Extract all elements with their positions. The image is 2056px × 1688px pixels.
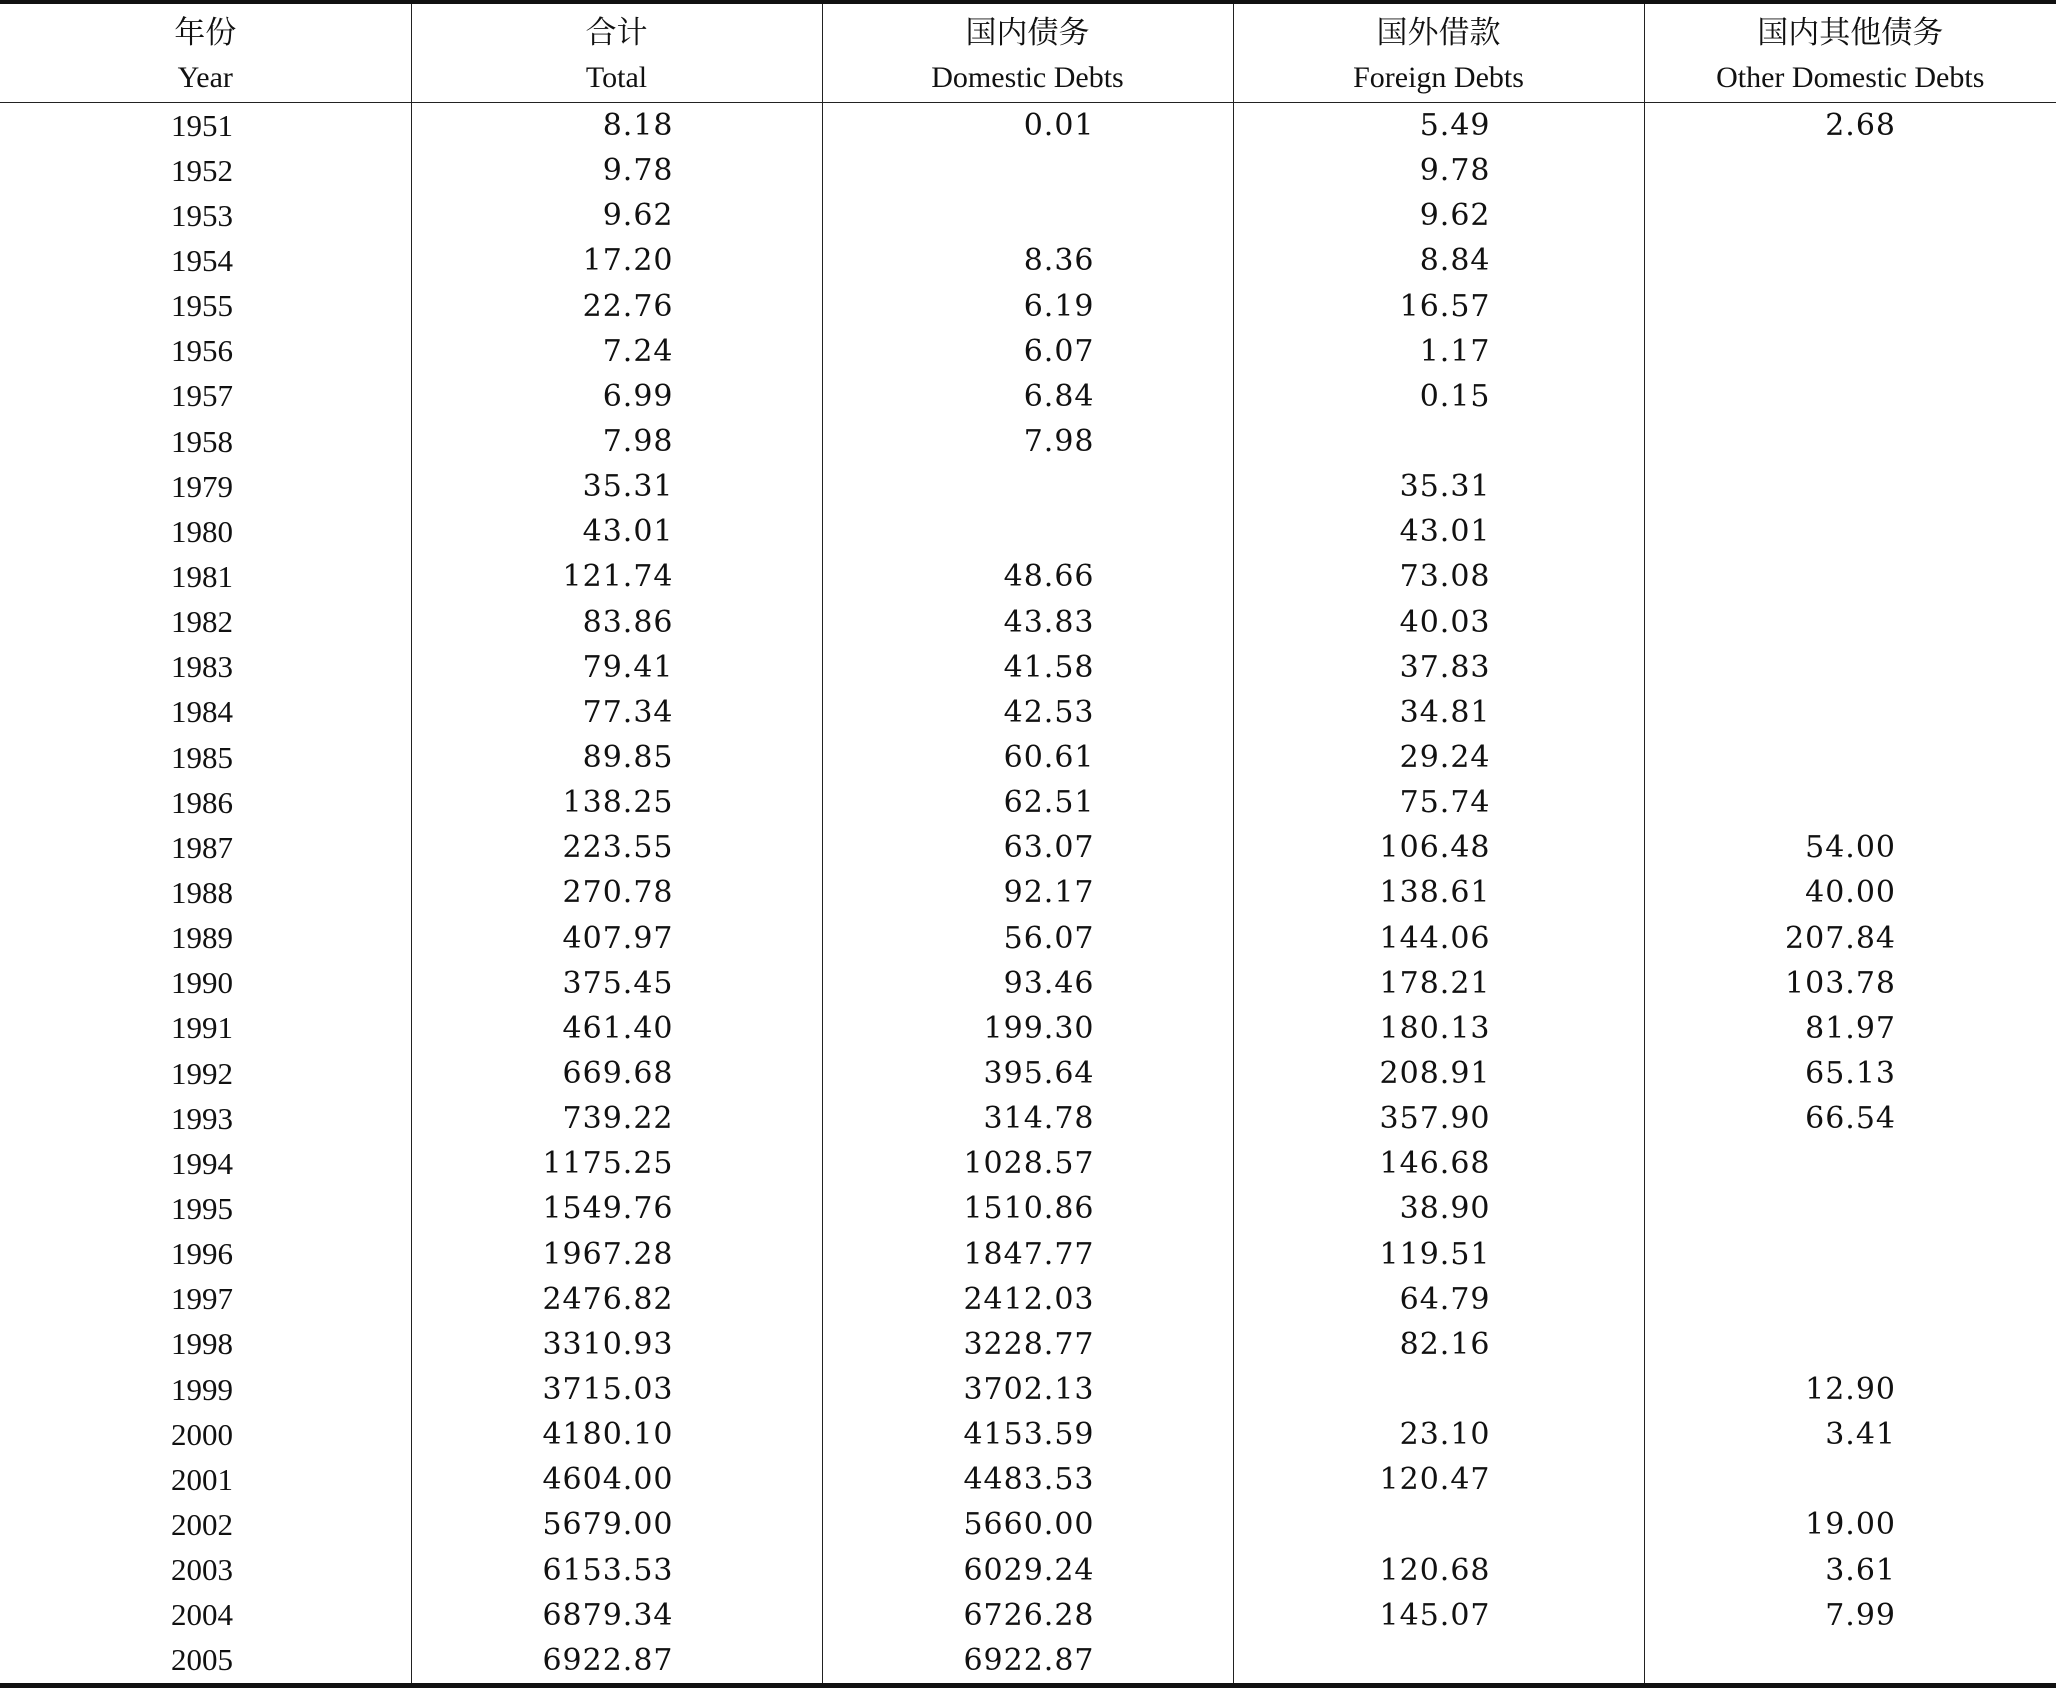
cell-year: 1998 xyxy=(171,1326,233,1362)
cell-other: 207.84 xyxy=(1644,916,2056,961)
cell-year: 1957 xyxy=(171,378,233,414)
cell-foreign: 5.49 xyxy=(1233,103,1644,149)
cell-domestic: 6.84 xyxy=(822,374,1233,419)
cell-total: 35.31 xyxy=(411,464,822,509)
cell-year: 1984 xyxy=(171,694,233,730)
table-row xyxy=(0,554,2056,599)
table-row xyxy=(0,284,2056,329)
cell-year: 1995 xyxy=(171,1190,233,1226)
table-row xyxy=(0,1367,2056,1412)
cell-foreign: 180.13 xyxy=(1233,1006,1644,1051)
table-row xyxy=(0,103,2056,149)
cell-other xyxy=(1644,1141,2056,1186)
cell-total: 7.98 xyxy=(411,419,822,464)
cell-foreign: 1.17 xyxy=(1233,329,1644,374)
cell-total: 4604.00 xyxy=(411,1457,822,1502)
cell-total: 1967.28 xyxy=(411,1232,822,1277)
cell-foreign: 75.74 xyxy=(1233,780,1644,825)
cell-domestic: 3228.77 xyxy=(822,1322,1233,1367)
table-row xyxy=(0,916,2056,961)
cell-domestic xyxy=(822,148,1233,193)
cell-year: 2002 xyxy=(171,1506,233,1542)
table-row xyxy=(0,825,2056,870)
cell-total: 89.85 xyxy=(411,735,822,780)
header-row-chinese xyxy=(0,2,2056,54)
cell-other xyxy=(1644,1322,2056,1367)
cell-year: 1953 xyxy=(171,197,233,233)
cell-year: 2001 xyxy=(171,1461,233,1497)
cell-foreign xyxy=(1233,1638,1644,1686)
cell-domestic: 60.61 xyxy=(822,735,1233,780)
cell-foreign: 43.01 xyxy=(1233,509,1644,554)
table-row xyxy=(0,1277,2056,1322)
cell-other: 12.90 xyxy=(1644,1367,2056,1412)
cell-foreign: 138.61 xyxy=(1233,870,1644,915)
cell-other: 81.97 xyxy=(1644,1006,2056,1051)
header-year-en: Year xyxy=(0,54,411,103)
cell-other xyxy=(1644,645,2056,690)
cell-domestic: 6922.87 xyxy=(822,1638,1233,1686)
cell-other xyxy=(1644,600,2056,645)
table-row xyxy=(0,1412,2056,1457)
table-row xyxy=(0,735,2056,780)
cell-foreign: 37.83 xyxy=(1233,645,1644,690)
table-row xyxy=(0,419,2056,464)
cell-total: 739.22 xyxy=(411,1096,822,1141)
cell-domestic: 395.64 xyxy=(822,1051,1233,1096)
cell-other xyxy=(1644,148,2056,193)
cell-total: 7.24 xyxy=(411,329,822,374)
cell-other xyxy=(1644,193,2056,238)
header-row-english xyxy=(0,54,2056,103)
cell-domestic: 4483.53 xyxy=(822,1457,1233,1502)
cell-domestic: 63.07 xyxy=(822,825,1233,870)
cell-foreign xyxy=(1233,419,1644,464)
cell-year: 1956 xyxy=(171,333,233,369)
cell-foreign: 82.16 xyxy=(1233,1322,1644,1367)
cell-domestic: 7.98 xyxy=(822,419,1233,464)
table-body xyxy=(0,103,2056,1686)
cell-other xyxy=(1644,1232,2056,1277)
table-row xyxy=(0,238,2056,283)
cell-year: 2000 xyxy=(171,1416,233,1452)
cell-domestic: 6.19 xyxy=(822,284,1233,329)
table-row xyxy=(0,1232,2056,1277)
cell-foreign: 0.15 xyxy=(1233,374,1644,419)
cell-foreign: 38.90 xyxy=(1233,1186,1644,1231)
cell-other xyxy=(1644,464,2056,509)
cell-year: 1979 xyxy=(171,468,233,504)
cell-total: 669.68 xyxy=(411,1051,822,1096)
cell-foreign: 357.90 xyxy=(1233,1096,1644,1141)
cell-foreign: 40.03 xyxy=(1233,600,1644,645)
cell-year: 1952 xyxy=(171,152,233,188)
cell-total: 4180.10 xyxy=(411,1412,822,1457)
cell-total: 8.18 xyxy=(411,103,822,149)
cell-other: 3.61 xyxy=(1644,1548,2056,1593)
cell-foreign: 178.21 xyxy=(1233,961,1644,1006)
cell-year: 1985 xyxy=(171,739,233,775)
cell-year: 1988 xyxy=(171,874,233,910)
cell-total: 375.45 xyxy=(411,961,822,1006)
cell-other: 2.68 xyxy=(1644,103,2056,149)
cell-total: 43.01 xyxy=(411,509,822,554)
cell-domestic xyxy=(822,193,1233,238)
cell-other xyxy=(1644,419,2056,464)
cell-total: 17.20 xyxy=(411,238,822,283)
cell-domestic: 6029.24 xyxy=(822,1548,1233,1593)
cell-year: 1987 xyxy=(171,829,233,865)
cell-total: 83.86 xyxy=(411,600,822,645)
cell-other xyxy=(1644,1186,2056,1231)
table-row xyxy=(0,690,2056,735)
table-row xyxy=(0,961,2056,1006)
cell-foreign: 106.48 xyxy=(1233,825,1644,870)
cell-domestic: 93.46 xyxy=(822,961,1233,1006)
cell-domestic: 8.36 xyxy=(822,238,1233,283)
table-row xyxy=(0,1186,2056,1231)
cell-year: 1980 xyxy=(171,513,233,549)
cell-foreign: 208.91 xyxy=(1233,1051,1644,1096)
table-row xyxy=(0,193,2056,238)
cell-year: 1993 xyxy=(171,1100,233,1136)
table-row xyxy=(0,1638,2056,1686)
cell-domestic xyxy=(822,464,1233,509)
cell-total: 6153.53 xyxy=(411,1548,822,1593)
table-row xyxy=(0,1096,2056,1141)
cell-year: 1999 xyxy=(171,1371,233,1407)
cell-year: 1954 xyxy=(171,242,233,278)
cell-foreign xyxy=(1233,1502,1644,1547)
cell-other xyxy=(1644,1277,2056,1322)
cell-year: 1994 xyxy=(171,1145,233,1181)
cell-year: 1997 xyxy=(171,1281,233,1317)
cell-domestic: 48.66 xyxy=(822,554,1233,599)
cell-total: 79.41 xyxy=(411,645,822,690)
cell-year: 1955 xyxy=(171,288,233,324)
cell-total: 270.78 xyxy=(411,870,822,915)
cell-domestic: 42.53 xyxy=(822,690,1233,735)
cell-other: 3.41 xyxy=(1644,1412,2056,1457)
cell-total: 9.62 xyxy=(411,193,822,238)
cell-domestic: 314.78 xyxy=(822,1096,1233,1141)
cell-domestic: 199.30 xyxy=(822,1006,1233,1051)
cell-domestic: 1847.77 xyxy=(822,1232,1233,1277)
cell-other xyxy=(1644,554,2056,599)
cell-year: 2005 xyxy=(171,1642,233,1678)
table-row xyxy=(0,780,2056,825)
cell-domestic: 62.51 xyxy=(822,780,1233,825)
cell-total: 77.34 xyxy=(411,690,822,735)
cell-domestic: 56.07 xyxy=(822,916,1233,961)
cell-year: 1981 xyxy=(171,558,233,594)
cell-foreign: 9.78 xyxy=(1233,148,1644,193)
cell-other xyxy=(1644,374,2056,419)
table-row xyxy=(0,1548,2056,1593)
cell-foreign: 23.10 xyxy=(1233,1412,1644,1457)
cell-year: 1989 xyxy=(171,920,233,956)
header-domestic-zh: 国内债务 xyxy=(822,2,1233,54)
cell-year: 1982 xyxy=(171,604,233,640)
table-row xyxy=(0,148,2056,193)
cell-domestic: 4153.59 xyxy=(822,1412,1233,1457)
cell-total: 223.55 xyxy=(411,825,822,870)
header-foreign-zh: 国外借款 xyxy=(1233,2,1644,54)
table-row xyxy=(0,374,2056,419)
cell-year: 1958 xyxy=(171,423,233,459)
cell-year: 1951 xyxy=(171,107,233,143)
header-total-en: Total xyxy=(411,54,822,103)
header-foreign-en: Foreign Debts xyxy=(1233,54,1644,103)
table-row xyxy=(0,464,2056,509)
cell-other: 54.00 xyxy=(1644,825,2056,870)
cell-domestic: 6726.28 xyxy=(822,1593,1233,1638)
cell-year: 2004 xyxy=(171,1597,233,1633)
cell-other xyxy=(1644,329,2056,374)
cell-foreign: 34.81 xyxy=(1233,690,1644,735)
cell-foreign: 29.24 xyxy=(1233,735,1644,780)
cell-total: 1549.76 xyxy=(411,1186,822,1231)
cell-other: 7.99 xyxy=(1644,1593,2056,1638)
cell-domestic: 1028.57 xyxy=(822,1141,1233,1186)
cell-total: 3310.93 xyxy=(411,1322,822,1367)
table-row xyxy=(0,1322,2056,1367)
table-row xyxy=(0,1593,2056,1638)
cell-domestic: 1510.86 xyxy=(822,1186,1233,1231)
cell-total: 1175.25 xyxy=(411,1141,822,1186)
table-row xyxy=(0,600,2056,645)
cell-other: 66.54 xyxy=(1644,1096,2056,1141)
header-total-zh: 合计 xyxy=(411,2,822,54)
cell-domestic: 0.01 xyxy=(822,103,1233,149)
table-row xyxy=(0,1457,2056,1502)
cell-other xyxy=(1644,284,2056,329)
cell-domestic xyxy=(822,509,1233,554)
cell-year: 2003 xyxy=(171,1552,233,1588)
cell-foreign: 145.07 xyxy=(1233,1593,1644,1638)
cell-other: 19.00 xyxy=(1644,1502,2056,1547)
cell-foreign: 119.51 xyxy=(1233,1232,1644,1277)
cell-other xyxy=(1644,735,2056,780)
cell-foreign: 9.62 xyxy=(1233,193,1644,238)
table-row xyxy=(0,1006,2056,1051)
cell-total: 461.40 xyxy=(411,1006,822,1051)
cell-other xyxy=(1644,1638,2056,1686)
cell-domestic: 2412.03 xyxy=(822,1277,1233,1322)
table-row xyxy=(0,1141,2056,1186)
table-row xyxy=(0,645,2056,690)
cell-other xyxy=(1644,509,2056,554)
cell-total: 6922.87 xyxy=(411,1638,822,1686)
cell-domestic: 92.17 xyxy=(822,870,1233,915)
cell-other xyxy=(1644,780,2056,825)
cell-other: 103.78 xyxy=(1644,961,2056,1006)
table-row xyxy=(0,1502,2056,1547)
cell-year: 1991 xyxy=(171,1010,233,1046)
table-row xyxy=(0,329,2056,374)
cell-other xyxy=(1644,690,2056,735)
cell-domestic: 3702.13 xyxy=(822,1367,1233,1412)
cell-total: 2476.82 xyxy=(411,1277,822,1322)
cell-total: 5679.00 xyxy=(411,1502,822,1547)
cell-foreign: 64.79 xyxy=(1233,1277,1644,1322)
cell-other: 40.00 xyxy=(1644,870,2056,915)
table-header xyxy=(0,2,2056,103)
cell-year: 1983 xyxy=(171,649,233,685)
table-row xyxy=(0,870,2056,915)
cell-year: 1990 xyxy=(171,965,233,1001)
cell-domestic: 6.07 xyxy=(822,329,1233,374)
cell-foreign: 146.68 xyxy=(1233,1141,1644,1186)
cell-domestic: 5660.00 xyxy=(822,1502,1233,1547)
header-other-zh: 国内其他债务 xyxy=(1644,2,2056,54)
cell-domestic: 43.83 xyxy=(822,600,1233,645)
cell-foreign: 144.06 xyxy=(1233,916,1644,961)
cell-total: 22.76 xyxy=(411,284,822,329)
cell-total: 121.74 xyxy=(411,554,822,599)
cell-total: 6879.34 xyxy=(411,1593,822,1638)
table-row xyxy=(0,1051,2056,1096)
cell-other: 65.13 xyxy=(1644,1051,2056,1096)
cell-other xyxy=(1644,1457,2056,1502)
table-row xyxy=(0,509,2056,554)
cell-foreign: 120.47 xyxy=(1233,1457,1644,1502)
cell-domestic: 41.58 xyxy=(822,645,1233,690)
header-other-en: Other Domestic Debts xyxy=(1644,54,2056,103)
cell-total: 407.97 xyxy=(411,916,822,961)
cell-foreign xyxy=(1233,1367,1644,1412)
cell-foreign: 120.68 xyxy=(1233,1548,1644,1593)
cell-foreign: 16.57 xyxy=(1233,284,1644,329)
cell-foreign: 73.08 xyxy=(1233,554,1644,599)
cell-year: 1986 xyxy=(171,784,233,820)
cell-foreign: 35.31 xyxy=(1233,464,1644,509)
cell-total: 6.99 xyxy=(411,374,822,419)
header-domestic-en: Domestic Debts xyxy=(822,54,1233,103)
cell-total: 9.78 xyxy=(411,148,822,193)
cell-other xyxy=(1644,238,2056,283)
header-year-zh: 年份 xyxy=(174,14,237,51)
cell-total: 138.25 xyxy=(411,780,822,825)
cell-year: 1996 xyxy=(171,1236,233,1272)
cell-foreign: 8.84 xyxy=(1233,238,1644,283)
cell-year: 1992 xyxy=(171,1055,233,1091)
cell-total: 3715.03 xyxy=(411,1367,822,1412)
